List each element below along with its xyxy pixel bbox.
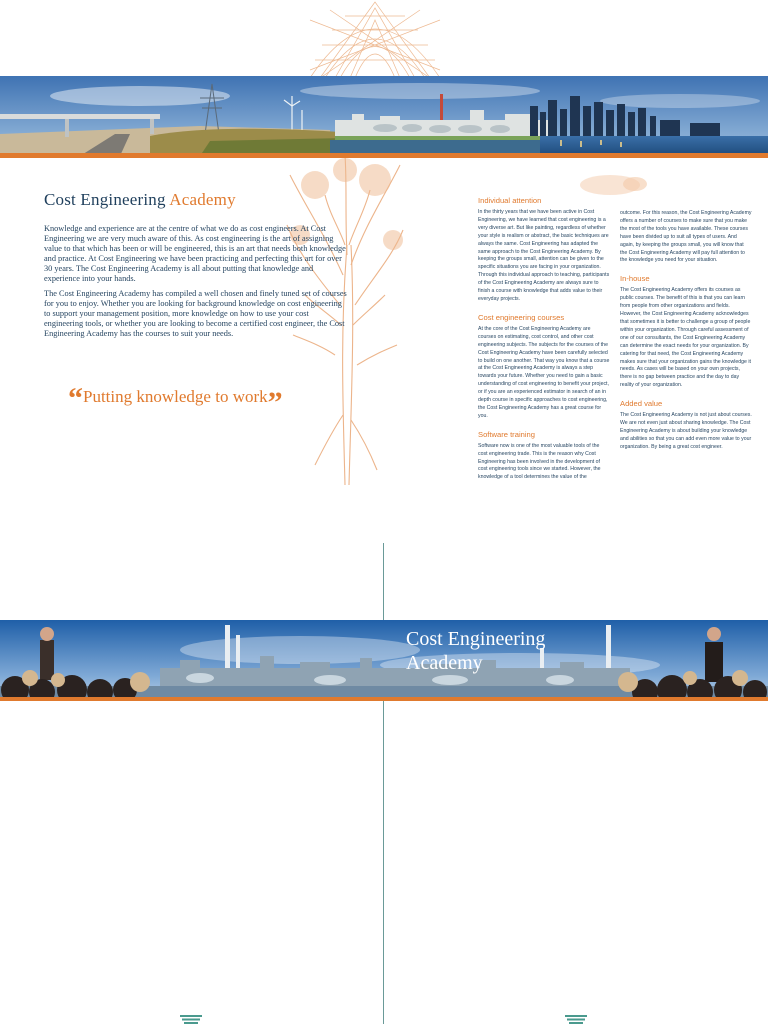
text-cost-engineering-courses: At the core of the Cost Engineering Academy are courses on estimating, cost control, and other cost engineering subjects. The subjects for the courses of the Cost Engineering Academy have been carefully selected to build on one another. That way you know that a course at the Cost Engineering Academy is always a step towards your future. Whether you need to gain a basic understanding of cost engineering to benefit your project, or if you are an experienced estimator in search of an in depth course in specific approaches to cost engineering, the Cost Engineering Academy has a great course for you.: [478, 325, 610, 419]
cover-title-line-2: Academy: [406, 652, 483, 674]
net-sketch-illustration: [300, 0, 450, 78]
pull-quote: [68, 382, 283, 420]
text-software-training-continued: outcome. For this reason, the Cost Engineering Academy offers a number of courses to make sure that you make the most of the tools you have available. These courses have been divided up to suit all types of users. And again, by keeping the groups small, you will know that the Cost Engineering Academy will pay full attention to the knowledge you need for your situation.: [620, 210, 752, 264]
cover-title: [406, 627, 606, 675]
intro-paragraph-1: Knowledge and experience are at the centre of what we do as cost engineers. At Cost Engineering we are very much aware of this. As cost engineering is the art of assigning value to that which has been or will be engineered, this is an art that needs both knowledge and practice. At Cost Engineering we have been practicing and perfecting this art for over 30 years. The Cost Engineering Academy is all about putting that knowledge and experience into your hands.: [44, 224, 346, 283]
open-quote-mark: “: [68, 382, 83, 415]
heading-in-house: In-house: [620, 274, 650, 284]
cover-banner-image: [0, 620, 768, 700]
logo-mark-icon: [180, 1014, 202, 1024]
text-column-1: [478, 196, 610, 491]
page-title-accent: Academy: [169, 190, 236, 209]
pull-quote-text: Putting knowledge to work: [83, 387, 268, 406]
heading-individual-attention: Individual attention: [478, 196, 542, 205]
heading-added-value: Added value: [620, 399, 663, 409]
text-in-house: The Cost Engineering Academy offers its courses as public courses. The benefit of this is that you can learn from people from other organizations and fields. However, the Cost Engineering Academy acknowledges that sometimes it is better to challenge a group of people within your organization. Through careful assessment of one of our consultants, the Cost Engineering Academy can determine the exact needs for your organization. By catering for that need, the Cost Engineering Academy makes sure that your organization gains the knowledge it needs. As cases will be based on your own projects, there is no gap between practice and the day to day reality of your organization.: [620, 287, 751, 389]
text-added-value: The Cost Engineering Academy is not just about courses. We are not even just about sharing knowledge. The Cost Engineering Academy is about building your knowledge and abilities so that you can add even more value to your organization. By being a great cost engineer.: [620, 412, 752, 450]
cover-title-line-1: Cost Engineering: [406, 628, 546, 650]
logo-mark-icon: [565, 1014, 587, 1024]
top-banner-panorama-image: [0, 76, 768, 156]
text-column-2: [620, 210, 752, 461]
page-title-main: Cost Engineering: [44, 190, 166, 209]
text-individual-attention: In the thirty years that we have been active in Cost Engineering, we have learned that cost engineering is a very diverse art. But like painting, regardless of whether your style is realism or abstract, the basic techniques are always the same. Cost Engineering has adapted the same approach to the Cost Engineering Academy. By keeping the groups small, attention can be given to the specific situations you are facing in your organization. Through this individual approach to teaching, participants of the Cost Engineering Academy are always sure to finish a course with knowledge that adds value to their everyday projects.: [478, 209, 610, 302]
text-software-training: Software now is one of the most valuable tools of the cost engineering trade. This is the reason why Cost Engineering has been involved in the development of cost engineering tools since we started. However, the knowledge of a tool determines the value of the: [478, 442, 601, 481]
cover-banner-orange-stripe: [0, 697, 768, 701]
heading-software-training: Software training: [478, 429, 535, 439]
heading-cost-engineering-courses: Cost engineering courses: [478, 312, 565, 322]
intro-paragraph-2: The Cost Engineering Academy has compiled a well chosen and finely tuned set of courses for you to enjoy. Whether you are looking for background knowledge on cost engineering to support your management position, more knowledge on how to use your cost engineering tools, or whether you are looking to become a certified cost engineer, the Cost Engineering Academy has the courses to suit your needs.: [44, 289, 347, 338]
top-banner-orange-stripe: [0, 153, 768, 158]
page-title: [44, 190, 236, 210]
close-quote-mark: ”: [267, 386, 283, 419]
page-fold-line: [383, 543, 384, 1024]
